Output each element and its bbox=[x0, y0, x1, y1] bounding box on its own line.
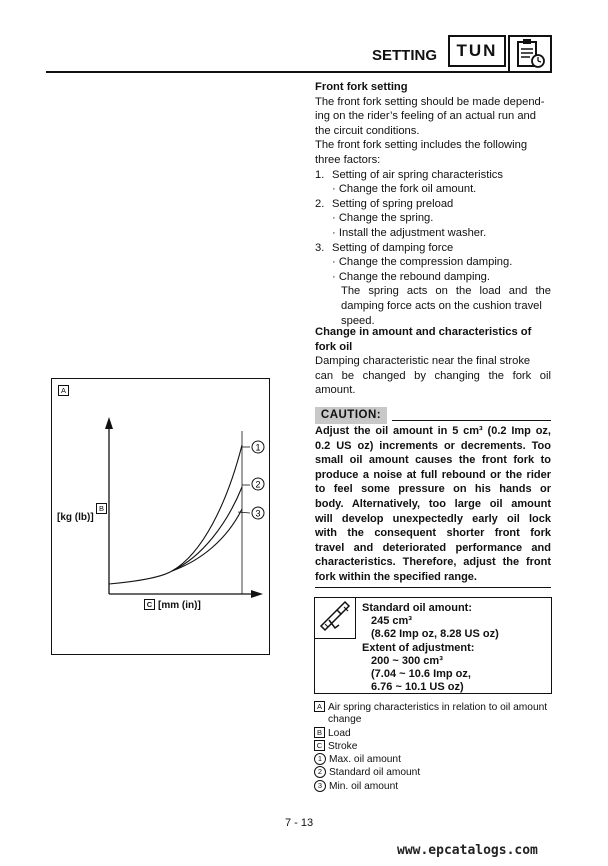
factor-bullet: · Change the compression damping. bbox=[332, 256, 513, 269]
section-tab: TUN bbox=[448, 35, 506, 67]
ext-label: Extent of adjustment: bbox=[362, 641, 475, 654]
legend-item: 3 Min. oil amount bbox=[314, 780, 554, 793]
factor-note-line: The spring acts on the load and the bbox=[341, 285, 551, 298]
caution-line: 0.2 US oz) increments or decrements. Too bbox=[315, 439, 551, 452]
x-axis-arrow bbox=[251, 590, 263, 598]
front-fork-heading: Front fork setting bbox=[315, 81, 408, 93]
factor-note-line: damping force acts on the cushion travel bbox=[341, 299, 542, 312]
spec-text bbox=[362, 602, 499, 694]
caution-line: produce a noise at full rebound or the rider bbox=[315, 468, 551, 481]
caution-rule bbox=[392, 420, 551, 421]
caution-line: small oil amount causes the front fork to bbox=[315, 454, 551, 467]
y-axis-mark: B bbox=[96, 499, 107, 517]
oil-change-line: Damping characteristic near the final stroke bbox=[315, 355, 531, 368]
caution-text bbox=[315, 424, 551, 585]
legend-item: B Load bbox=[314, 727, 554, 740]
curve-label-1: 1 bbox=[255, 442, 261, 453]
caliper-gauge-icon bbox=[315, 598, 356, 639]
ext-alt: (7.04 ~ 10.6 Imp oz, bbox=[371, 668, 471, 681]
oil-change-heading: Change in amount and characteristics of bbox=[315, 326, 532, 338]
factor-bullet: · Change the rebound damping. bbox=[332, 270, 490, 283]
factor-item: 3. Setting of damping force bbox=[315, 241, 454, 254]
caution-line: with the consequent shorter front fork bbox=[315, 527, 551, 540]
includes-line: The front fork setting includes the following bbox=[315, 139, 528, 152]
curve-standard bbox=[172, 487, 242, 571]
watermark: www.epcatalogs.com bbox=[397, 843, 538, 858]
front-fork-section bbox=[315, 80, 551, 328]
legend-item: 1 Max. oil amount bbox=[314, 753, 554, 766]
caution-line: fork within the specified range. bbox=[315, 570, 477, 583]
factor-bullet: · Change the fork oil amount. bbox=[332, 183, 477, 196]
oil-change-line: amount. bbox=[315, 384, 356, 397]
caution-line: will develop unexpectedly early oil lock bbox=[315, 512, 551, 525]
intro-line: the circuit conditions. bbox=[315, 124, 420, 137]
factor-item: 2. Setting of spring preload bbox=[315, 197, 454, 210]
section-title: SETTING bbox=[372, 47, 438, 64]
caution-line: body. Alternatively, too large oil amount bbox=[315, 497, 551, 510]
intro-line: The front fork setting should be made depend- bbox=[315, 95, 545, 108]
factor-note-line: speed. bbox=[341, 314, 375, 327]
curve-max bbox=[109, 445, 242, 584]
std-alt: (8.62 Imp oz, 8.28 US oz) bbox=[371, 628, 499, 641]
oil-amount-figure bbox=[51, 378, 270, 655]
std-value: 245 cm³ bbox=[371, 615, 412, 628]
caution-line: to feel some pressure on his hands or bbox=[315, 483, 551, 496]
std-label: Standard oil amount: bbox=[362, 602, 472, 614]
curve-label-2: 2 bbox=[255, 479, 261, 490]
ext-value: 200 ~ 300 cm³ bbox=[371, 654, 443, 667]
ext-alt: 6.76 ~ 10.1 US oz) bbox=[371, 681, 464, 694]
y-axis-arrow bbox=[105, 417, 113, 429]
legend-item-cont: change bbox=[328, 714, 362, 726]
factor-bullet: · Install the adjustment washer. bbox=[332, 226, 487, 239]
caution-line: travel and deteriorated performance and bbox=[315, 541, 551, 554]
header-rule bbox=[46, 71, 552, 73]
curve-label-3: 3 bbox=[255, 508, 261, 519]
intro-line: ing on the rider’s feeling of an actual run and bbox=[315, 110, 537, 123]
factor-title: Setting of damping force bbox=[332, 241, 454, 254]
oil-change-heading: fork oil bbox=[315, 340, 353, 353]
spec-box bbox=[314, 597, 552, 694]
figure-legend bbox=[314, 701, 554, 793]
legend-item: A Air spring characteristics in relation to oil amount bbox=[314, 701, 554, 714]
oil-change-section bbox=[315, 325, 551, 398]
legend-item: C Stroke bbox=[314, 740, 554, 753]
page-number: 7 - 13 bbox=[285, 817, 314, 829]
factor-title: Setting of air spring characteristics bbox=[332, 168, 503, 181]
includes-line: three factors: bbox=[315, 153, 381, 166]
y-axis-unit: [kg (lb)] bbox=[57, 512, 94, 523]
figure-corner-mark: A bbox=[58, 385, 69, 396]
legend-item: 2 Standard oil amount bbox=[314, 766, 554, 779]
clipboard-stopwatch-icon bbox=[508, 35, 552, 73]
factor-item: 1. Setting of air spring characteristics bbox=[315, 168, 503, 181]
x-axis-label: C [mm (in)] bbox=[144, 599, 201, 611]
factor-bullet: · Change the spring. bbox=[332, 212, 434, 225]
factor-title: Setting of spring preload bbox=[332, 197, 454, 210]
caution-label: CAUTION: bbox=[315, 407, 387, 424]
caution-line: characteristics. Therefore, adjust the front bbox=[315, 556, 551, 569]
curve-min bbox=[172, 509, 242, 571]
oil-change-line: can be changed by changing the fork oil bbox=[315, 369, 551, 382]
caution-line: Adjust the oil amount in 5 cm³ (0.2 Imp oz, bbox=[315, 425, 551, 437]
caution-bottom-rule bbox=[315, 587, 551, 588]
